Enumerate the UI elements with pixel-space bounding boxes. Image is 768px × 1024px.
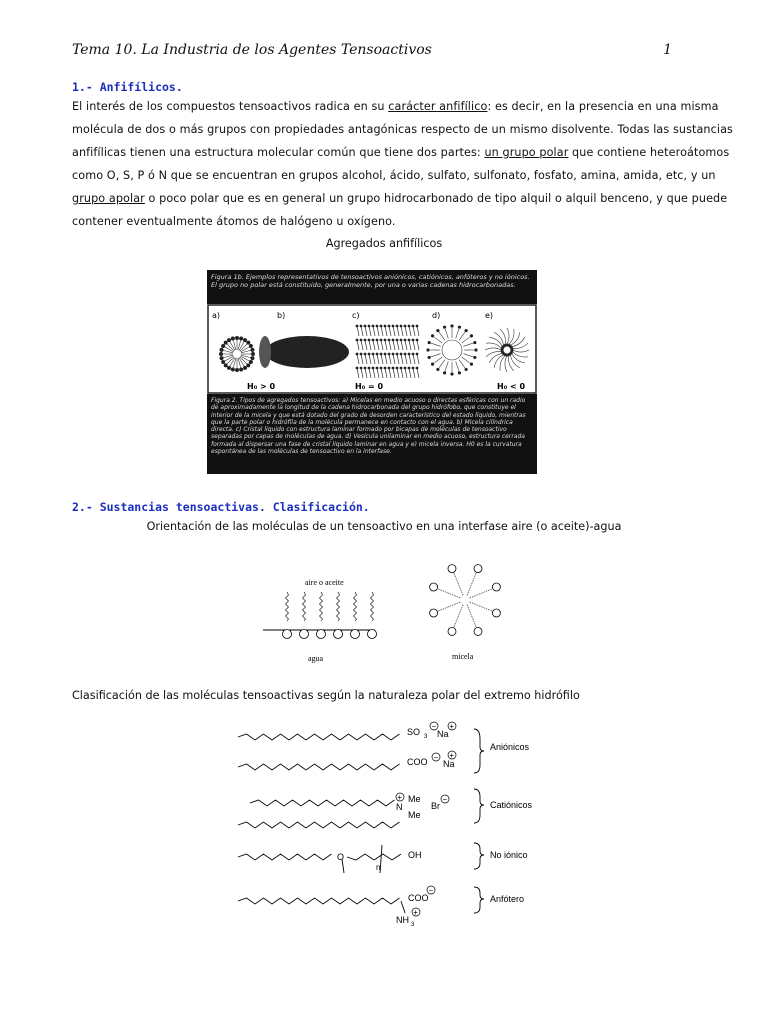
so3-group: SO: [407, 727, 421, 737]
term-amphiphilic: carácter anfifílico: [388, 100, 488, 113]
panel-label-b: b): [277, 311, 286, 320]
para-line-2: molécula de dos o más grupos con propiedades antagónicas respecto de un mismo disolvente. Todas las sustancias: [72, 123, 733, 136]
orientation-title: Orientación de las moléculas de un tensoactivo en una interfase aire (o aceite)-agua: [146, 520, 622, 533]
group-cationic: Catiónicos: [490, 800, 533, 810]
ammonium: NH: [396, 915, 409, 925]
air-label: aire o aceite: [305, 578, 344, 587]
sodium-2: Na: [443, 759, 455, 769]
charge-minus-4: −: [428, 886, 434, 895]
coo-group-1: COO: [407, 757, 428, 767]
section1-paragraph: [72, 95, 733, 233]
para-line-3: anfifílicas tienen una estructura molecular común que tiene dos partes: un grupo polar que contiene heteroátomos: [72, 146, 730, 159]
aggregates-figure: [207, 270, 537, 474]
surfactant-structures: [230, 715, 570, 930]
sodium-1: Na: [437, 729, 449, 739]
section2-heading: 2.- Sustancias tensoactivas. Clasificación.: [72, 500, 370, 514]
term-apolar-group: grupo apolar: [72, 192, 145, 205]
hydroxyl: OH: [408, 850, 422, 860]
brace-amphoteric: [474, 887, 484, 913]
aggregates-panels: [207, 304, 537, 394]
classification-title: Clasificación de las moléculas tensoactivas según la naturaleza polar del extremo hidrófilo: [72, 689, 580, 702]
water-label: agua: [308, 654, 324, 663]
h-label-positive: H₀ > 0: [247, 382, 276, 391]
figure-title: Agregados anfifílicos: [325, 237, 443, 250]
charge-plus-4: +: [413, 908, 418, 917]
interface-molecules: [283, 592, 377, 639]
panel-label-d: d): [432, 311, 441, 320]
methyl-1: Me: [408, 794, 421, 804]
header-title: Tema 10. La Industria de los Agentes Tensoactivos: [72, 42, 432, 58]
brace-anionic: [474, 729, 484, 773]
group-anionic: Aniónicos: [490, 742, 530, 752]
para-line-6: contener eventualmente átomos de halógeno u oxígeno.: [72, 215, 396, 228]
panel-label-c: c): [352, 311, 360, 320]
brace-nonionic: [474, 843, 484, 869]
charge-plus-3: +: [397, 793, 402, 802]
charge-plus-2: +: [449, 751, 454, 760]
coo-group-2: COO: [408, 893, 429, 903]
methyl-2: Me: [408, 810, 421, 820]
para-line-4: como O, S, P ó N que se encuentran en grupos alcohol, ácido, sulfato, sulfonato, fosfato, amina, amida, etc, y un: [72, 169, 716, 182]
micelle-label: micela: [452, 652, 474, 661]
page-number: 1: [663, 42, 672, 58]
nitrogen: N: [396, 802, 403, 812]
charge-minus-1: −: [431, 722, 437, 731]
brace-cationic: [474, 789, 484, 823]
h-label-negative: H₀ < 0: [497, 382, 526, 391]
figure-caption-top: Figura 1b. Ejemplos representativos de tensoactivos aniónicos, catiónicos, anfóteros y no iónicos. El grupo no polar está constituido, generalmente, por una o varias cadenas hidrocarbonadas.: [207, 270, 537, 304]
charge-minus-3: −: [442, 795, 448, 804]
h-label-zero: H₀ = 0: [355, 382, 384, 391]
para-line-1: El interés de los compuestos tensoactivos radica en su carácter anfifílico: es decir, en la presencia en una misma: [72, 100, 719, 113]
figure-caption-bottom: Figura 2. Tipos de agregados tensoactivos: a) Micelas en medio acuoso o directas esféricas con un radio de aproximadamente la longitud de la cadena hidrocarbonada del grupo hidrófobo, que constituye el interior de la micela y que está dotado del grado de desorden característico del estado líquido, mientras que la parte polar o hidrófila de la molécula permanece en contacto con el agua. b) Micela cilíndrica directa. c) Cristal líquido con estructura laminar formado por bicapas de moléculas de tensoactivo separadas por capas de moléculas de agua. d) Vesícula unilaminar en medio acuoso, estructura cerrada formada al dispersar una fase de cristal líquido laminar en agua y e) micela inversa. H0 es la curvatura espontánea de las moléculas de tensoactivo en la interfase.: [207, 394, 537, 474]
charge-minus-2: −: [433, 753, 439, 762]
panel-label-a: a): [212, 311, 221, 320]
so3-subscript: 3: [424, 734, 428, 740]
ether-oxygen: O: [337, 852, 345, 862]
bromide: Br: [431, 801, 440, 811]
interface-diagram: [255, 560, 515, 670]
nh3-subscript: 3: [411, 922, 415, 928]
micelle-diagram-icon: [430, 565, 501, 636]
charge-plus-1: +: [449, 722, 454, 731]
page-header: [72, 42, 672, 58]
repeat-index: n: [376, 863, 381, 872]
group-amphoteric: Anfótero: [490, 894, 525, 904]
para-line-5: grupo apolar o poco polar que es en general un grupo hidrocarbonado de tipo alquil o alquil benceno, y que puede: [72, 192, 728, 205]
panel-label-e: e): [485, 311, 494, 320]
section1-heading: 1.- Anfifílicos.: [72, 80, 183, 94]
term-polar-group: un grupo polar: [484, 146, 569, 159]
group-nonionic: No iónico: [490, 850, 528, 860]
